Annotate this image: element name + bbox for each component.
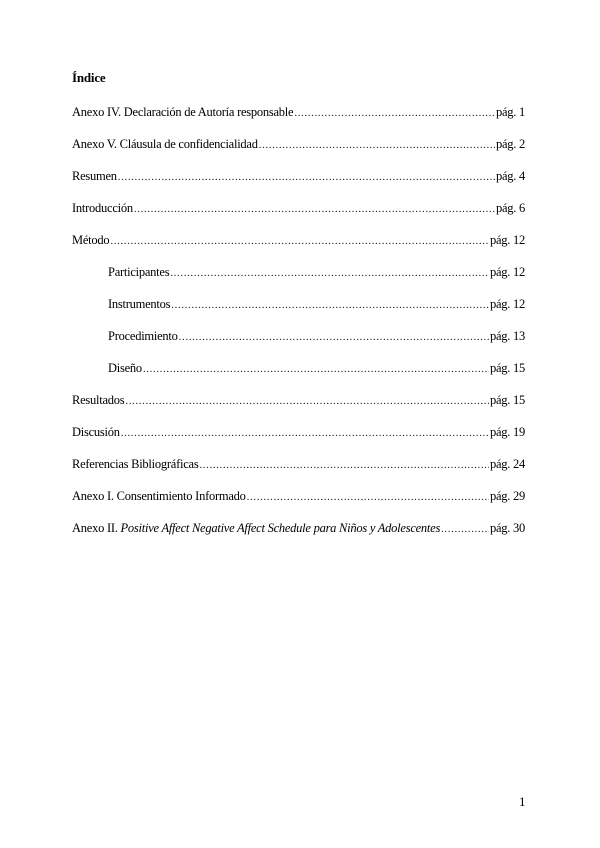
toc-entry-title: Introducción	[72, 201, 133, 215]
toc-entry-title-italic: Positive Affect Negative Affect Schedule para Niños y Adolescentes	[120, 521, 441, 535]
toc-entry-title: Diseño	[108, 361, 142, 375]
toc-leader-dots	[134, 200, 495, 218]
toc-leader-dots	[259, 136, 495, 154]
toc-leader-dots	[247, 488, 489, 506]
toc-entry	[72, 231, 525, 249]
toc-subentry	[108, 263, 525, 281]
toc-leader-dots	[179, 328, 489, 346]
toc-entry-title-prefix: Anexo II.	[72, 521, 121, 535]
toc-leader-dots	[441, 520, 489, 538]
toc-subentry	[108, 359, 525, 377]
toc-entry-page: pág. 19	[489, 425, 525, 439]
toc-subentry	[108, 295, 525, 313]
toc-entry	[72, 455, 525, 473]
toc-entry-title: Referencias Bibliográficas	[72, 457, 199, 471]
toc-entry	[72, 391, 525, 409]
toc-entry-page: pág. 30	[489, 521, 525, 535]
toc-leader-dots	[118, 168, 495, 186]
toc-entry-page: pág. 12	[489, 233, 525, 247]
toc-entry-title: Resumen	[72, 169, 117, 183]
toc-leader-dots	[125, 392, 489, 410]
toc-entry-title	[72, 519, 440, 537]
toc-entry-page: pág. 1	[495, 105, 525, 119]
toc-entry-page: pág. 2	[495, 137, 525, 151]
toc-entry	[72, 423, 525, 441]
page-number: 1	[519, 794, 526, 809]
toc-entry-page: pág. 15	[489, 393, 525, 407]
toc-entry	[72, 199, 525, 217]
toc-entry-page: pág. 4	[495, 169, 525, 183]
toc-entry-page: pág. 12	[489, 297, 525, 311]
toc-entry-title: Discusión	[72, 425, 120, 439]
toc-leader-dots	[294, 104, 495, 122]
toc-entry	[72, 167, 525, 185]
toc-leader-dots	[121, 424, 489, 442]
toc-entry	[72, 519, 525, 537]
toc-leader-dots	[143, 360, 489, 378]
toc-entry-page: pág. 13	[489, 329, 525, 343]
toc-leader-dots	[199, 456, 489, 474]
toc-leader-dots	[170, 264, 489, 282]
toc-leader-dots	[110, 232, 489, 250]
toc-entry-page: pág. 12	[489, 265, 525, 279]
toc-entry-title: Método	[72, 233, 110, 247]
toc-entry-page: pág. 6	[495, 201, 525, 215]
toc-entry	[72, 103, 525, 121]
toc-subentry	[108, 327, 525, 345]
toc-entry-title: Instrumentos	[108, 297, 171, 311]
toc-entry-title: Anexo IV. Declaración de Autoría responsable	[72, 105, 294, 119]
toc-entry-title: Procedimiento	[108, 329, 178, 343]
toc-entry-title: Participantes	[108, 265, 170, 279]
toc-entry-title: Resultados	[72, 393, 125, 407]
toc-entry	[72, 135, 525, 153]
toc-entry	[72, 487, 525, 505]
toc-entry-title: Anexo I. Consentimiento Informado	[72, 489, 246, 503]
toc-entry-page: pág. 29	[489, 489, 525, 503]
toc-entry-page: pág. 24	[489, 457, 525, 471]
toc-leader-dots	[171, 296, 489, 314]
toc-entry-page: pág. 15	[489, 361, 525, 375]
toc-entry-title: Anexo V. Cláusula de confidencialidad	[72, 137, 258, 151]
toc-heading: Índice	[72, 70, 106, 85]
